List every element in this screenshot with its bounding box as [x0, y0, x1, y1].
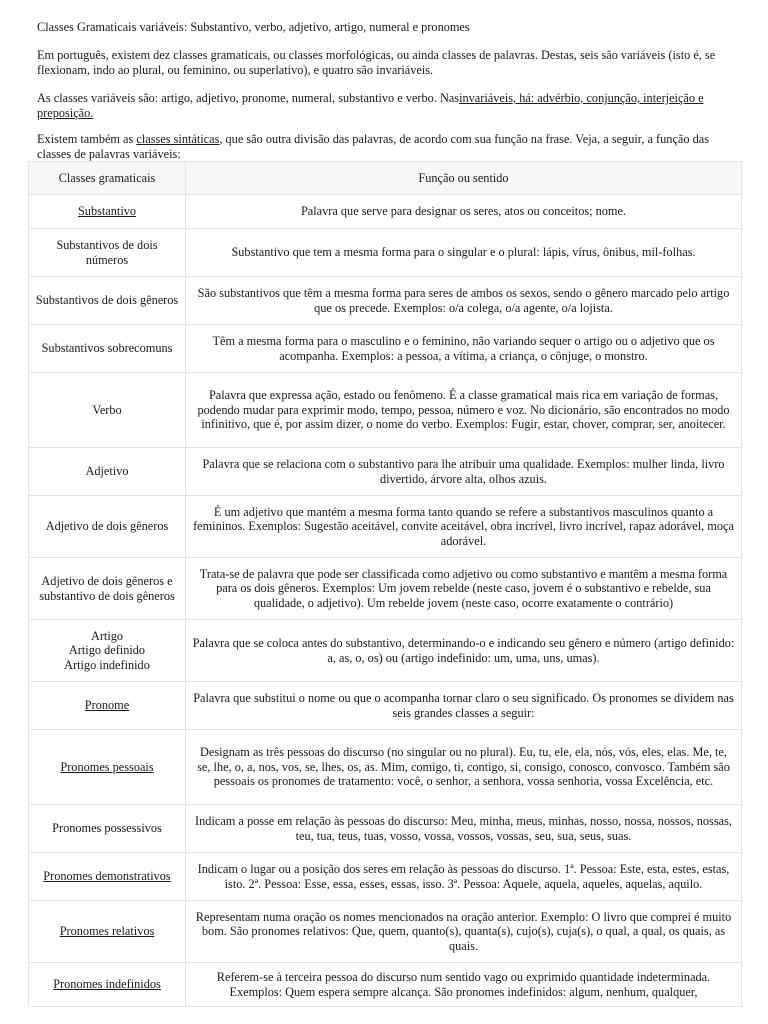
- class-name-link[interactable]: Pronomes demonstrativos: [43, 869, 171, 884]
- class-name-cell: [29, 325, 186, 373]
- class-name-cell: [29, 620, 186, 682]
- class-name: Artigo Artigo definido Artigo indefinido: [64, 628, 150, 672]
- table-row: [29, 805, 742, 853]
- function-cell: Indicam o lugar ou a posição dos seres em relação às pessoas do discurso. 1ª. Pessoa: Este, esta, estes, estas, isto. 2ª. Pessoa: Esse, essa, esses, essas, isso. 3ª. Pessoa: Aquele, aquela, aqueles, aquelas, aquilo.: [186, 853, 742, 901]
- function-cell: São substantivos que têm a mesma forma para seres de ambos os sexos, sendo o gênero marcado pelo artigo que os precede. Exemplos: o/a colega, o/a agente, o/a lojista.: [186, 277, 742, 325]
- class-name-cell: [29, 853, 186, 901]
- table-header-row: [29, 162, 742, 195]
- intro-paragraph-2: [37, 91, 733, 120]
- function-cell: Designam as três pessoas do discurso (no singular ou no plural). Eu, tu, ele, ela, nós, vós, eles, elas. Me, te, se, lhe, o, a, nos, vos, se, lhes, os, as. Mim, comigo, ti, contigo, si, consigo, conosco, convosco. Também são pessoais os pronomes de tratamento: você, o senhor, a senhora, vossa senhoria, vossa Excelência, etc.: [186, 730, 742, 805]
- class-name-cell: [29, 496, 186, 558]
- table-row: [29, 448, 742, 496]
- class-name-cell: [29, 229, 186, 277]
- class-name-cell: [29, 448, 186, 496]
- invariable-classes-link[interactable]: invariáveis, há: advérbio, conjunção, interjeição e preposição.: [37, 91, 704, 120]
- function-cell: Palavra que serve para designar os seres, atos ou conceitos; nome.: [186, 195, 742, 229]
- table-row: [29, 730, 742, 805]
- class-name: Adjetivo de dois gêneros: [45, 519, 169, 534]
- class-name-cell: [29, 373, 186, 448]
- function-cell: Palavra que se coloca antes do substantivo, determinando-o e indicando seu gênero e número (artigo definido: a, as, o, os) ou (artigo indefinido: um, uma, uns, umas).: [186, 620, 742, 682]
- function-cell: Têm a mesma forma para o masculino e o feminino, não variando sequer o artigo ou o adjetivo que os acompanha. Exemplos: a pessoa, a vítima, a criança, o cônjuge, o monstro.: [186, 325, 742, 373]
- function-cell: Referem-se à terceira pessoa do discurso num sentido vago ou exprimido quantidade indeterminada. Exemplos: Quem espera sempre alcança. São pronomes indefinidos: algum, nenhum, qualquer,: [186, 963, 742, 1007]
- table-row: [29, 373, 742, 448]
- table-body: [29, 195, 742, 1007]
- function-cell: Palavra que expressa ação, estado ou fenômeno. É a classe gramatical mais rica em variação de formas, podendo mudar para exprimir modo, tempo, pessoa, número e voz. No dicionário, são encontrados no modo infinitivo, que é, por assim dizer, o nome do verbo. Exemplos: Fugir, estar, chover, comprar, ser, anoitecer.: [186, 373, 742, 448]
- function-cell: Substantivo que tem a mesma forma para o singular e o plural: lápis, vírus, ônibus, mil-folhas.: [186, 229, 742, 277]
- function-cell: Indicam a posse em relação às pessoas do discurso: Meu, minha, meus, minhas, nosso, nossa, nossos, nossas, teu, tua, teus, tuas, vosso, vossa, vossos, vossas, seu, sua, seus, suas.: [186, 805, 742, 853]
- class-name-link[interactable]: Pronomes relativos: [59, 924, 155, 939]
- table-row: [29, 963, 742, 1007]
- table-row: [29, 195, 742, 229]
- class-name: Adjetivo: [85, 464, 129, 479]
- class-name-link[interactable]: Pronomes pessoais: [60, 759, 154, 774]
- table-row: [29, 682, 742, 730]
- p3-end-text: , que são outra divisão das palavras, de acordo com sua função na frase. Veja, a seguir, a função das classes de palavras variáveis:: [37, 132, 709, 161]
- class-name-cell: [29, 901, 186, 963]
- table-row: [29, 853, 742, 901]
- variable-classes-text: As classes variáveis são: artigo, adjetivo, pronome, numeral, substantivo e verbo. Nas: [37, 91, 460, 105]
- class-name-link[interactable]: Pronome: [84, 698, 130, 713]
- class-name: Adjetivo de dois gêneros e substantivo de dois gêneros: [39, 573, 175, 603]
- function-cell: Trata-se de palavra que pode ser classificada como adjetivo ou como substantivo e mantêm a mesma forma para os dois gêneros. Exemplos: Um jovem rebelde (neste caso, jovem é o substantivo e rebelde, sua qualidade, o adjetivo). Um rebelde jovem (neste caso, ocorre exatamente o contrário): [186, 558, 742, 620]
- function-cell: Palavra que substitui o nome ou que o acompanha tornar claro o seu significado. Os pronomes se dividem nas seis grandes classes a seguir:: [186, 682, 742, 730]
- class-name-cell: [29, 682, 186, 730]
- table-row: [29, 901, 742, 963]
- table-row: [29, 558, 742, 620]
- function-cell: Palavra que se relaciona com o substantivo para lhe atribuir uma qualidade. Exemplos: mulher linda, livro divertido, árvore alta, olhos azuis.: [186, 448, 742, 496]
- table-row: [29, 325, 742, 373]
- function-cell: Representam numa oração os nomes mencionados na oração anterior. Exemplo: O livro que comprei é muito bom. São pronomes relativos: Que, quem, quanto(s), quanta(s), cujo(s), cuja(s), o qual, a qual, os quais, as quais.: [186, 901, 742, 963]
- class-name: Substantivos sobrecomuns: [41, 341, 173, 356]
- class-name-cell: [29, 277, 186, 325]
- class-name: Pronomes possessivos: [52, 821, 162, 836]
- class-name-cell: [29, 963, 186, 1007]
- grammar-classes-table: [28, 161, 742, 1007]
- header-classes: Classes gramaticais: [29, 162, 186, 195]
- intro-paragraph-1: Em português, existem dez classes gramaticais, ou classes morfológicas, ou ainda classes de palavras. Destas, seis são variáveis (isto é, se flexionam, indo ao plural, ou feminino, ou superlativo), e quatro são invariáveis.: [37, 48, 716, 77]
- class-name: Substantivos de dois gêneros: [35, 293, 179, 308]
- table-row: [29, 277, 742, 325]
- table-row: [29, 620, 742, 682]
- class-name-link[interactable]: Substantivo: [77, 204, 137, 219]
- syntactic-classes-link[interactable]: classes sintáticas: [136, 132, 220, 146]
- class-name: Verbo: [92, 402, 122, 417]
- class-name-link[interactable]: Pronomes indefinidos: [53, 977, 161, 992]
- table-row: [29, 229, 742, 277]
- class-name-cell: [29, 805, 186, 853]
- class-name-cell: [29, 730, 186, 805]
- function-cell: É um adjetivo que mantém a mesma forma tanto quando se refere a substantivos masculinos quanto a femininos. Exemplos: Sugestão aceitável, convite aceitável, obra incrível, livro incrível, rapaz adorável, moça adorável.: [186, 496, 742, 558]
- header-function: Função ou sentido: [186, 162, 742, 195]
- p3-start-text: Existem também as: [37, 132, 137, 146]
- class-name-cell: [29, 558, 186, 620]
- page-heading: Classes Gramaticais variáveis: Substantivo, verbo, adjetivo, artigo, numeral e pronomes: [37, 20, 470, 34]
- intro-paragraph-3: [37, 132, 733, 161]
- class-name: Substantivos de dois números: [56, 237, 158, 267]
- table-row: [29, 496, 742, 558]
- class-name-cell: [29, 195, 186, 229]
